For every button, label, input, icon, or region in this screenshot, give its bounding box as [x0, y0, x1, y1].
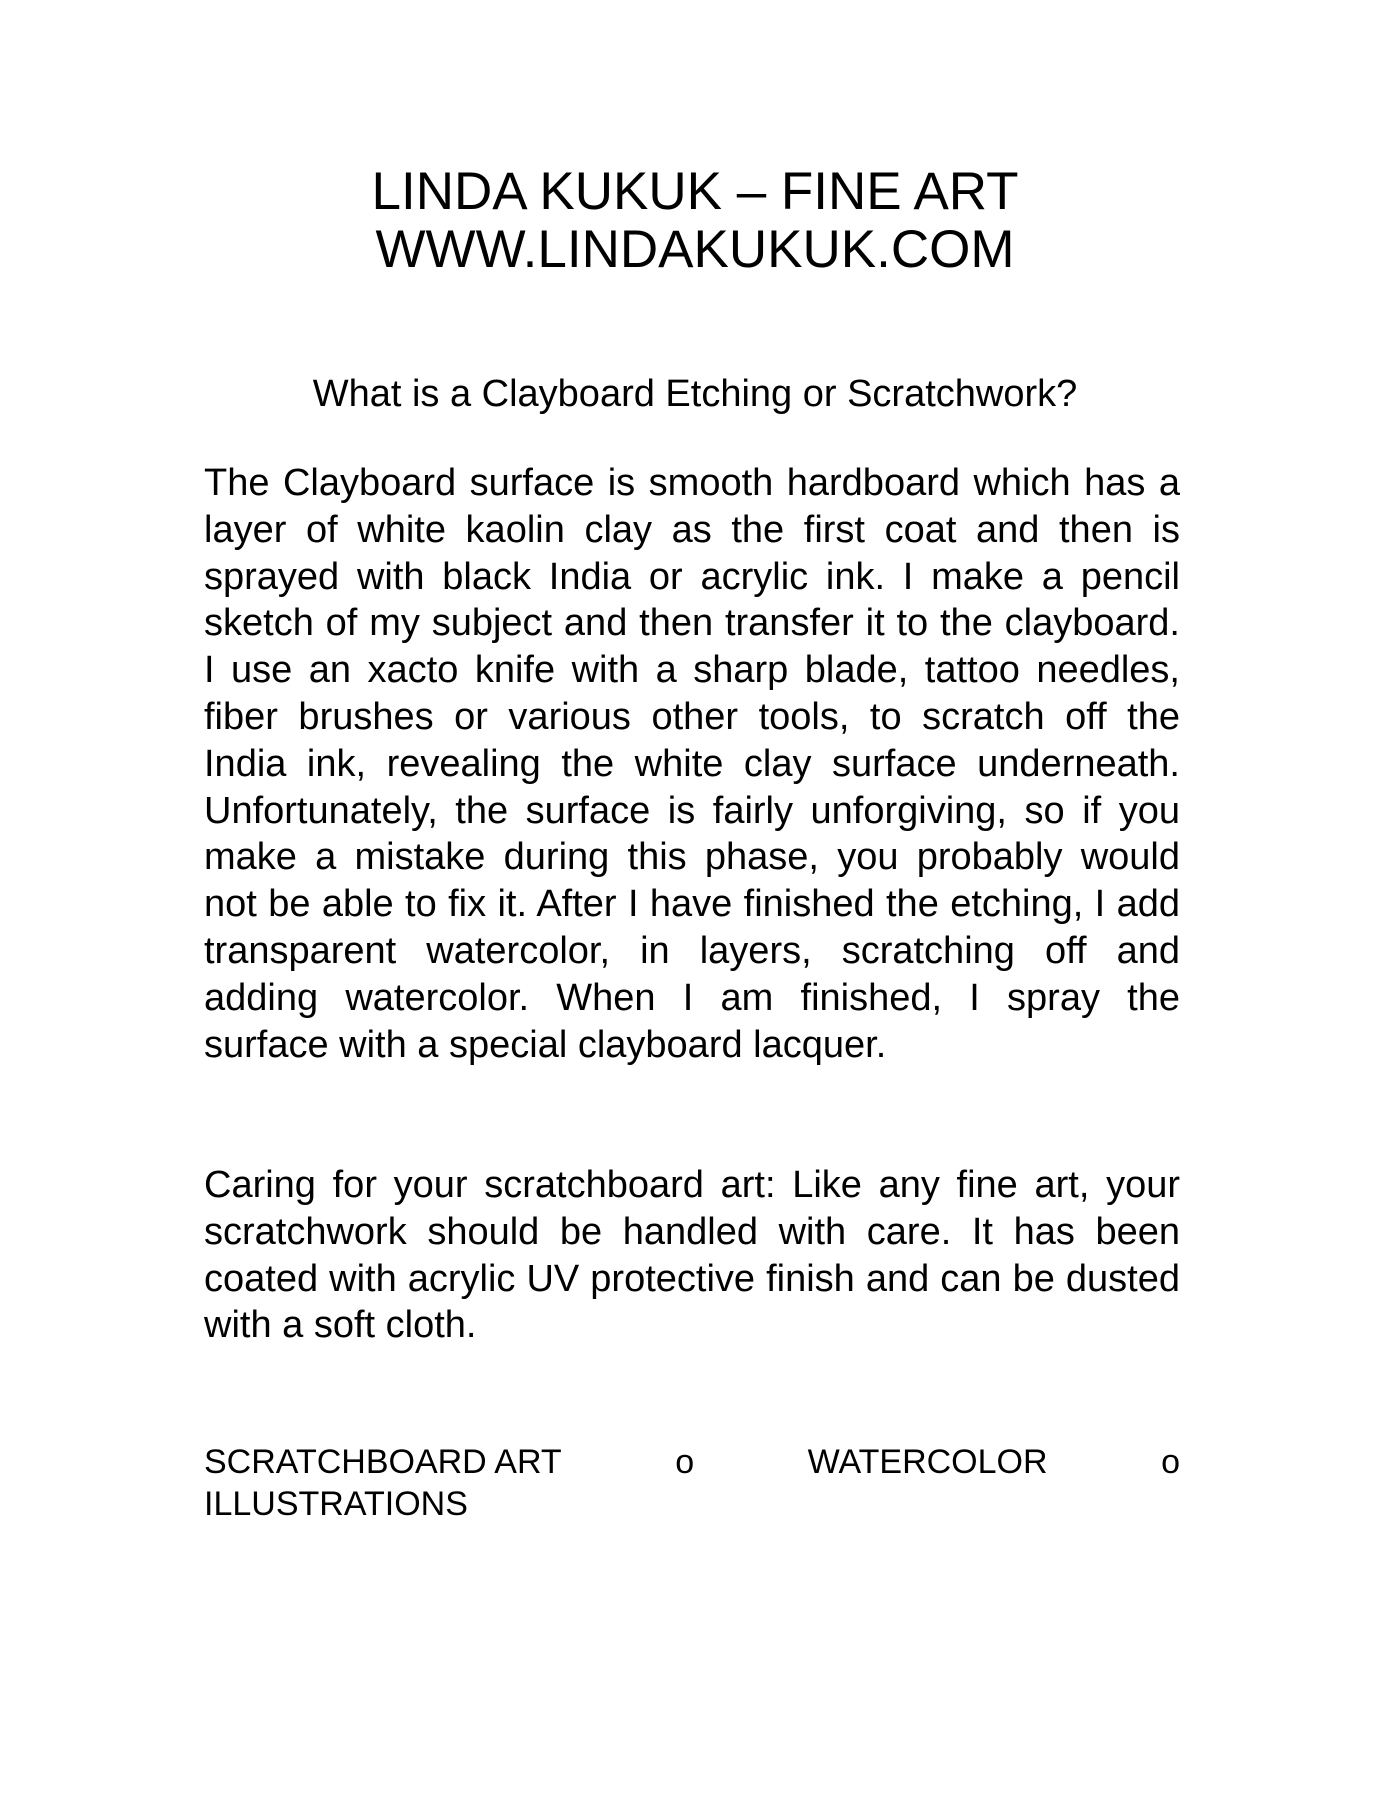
section-heading: What is a Clayboard Etching or Scratchwork? [312, 373, 1078, 415]
letterhead [0, 163, 1390, 279]
footer-item-watercolor: WATERCOLOR [807, 1443, 1048, 1481]
footer-item-scratchboard-art: SCRATCHBOARD ART [204, 1443, 562, 1481]
care-instructions-paragraph: Caring for your scratchboard art: Like any fine art, your scratchwork should be handled with care. It has been coated with acrylic UV protective finish and can be dusted with a soft cloth. [204, 1164, 1180, 1347]
clayboard-description-paragraph: The Clayboard surface is smooth hardboard which has a layer of white kaolin clay as the first coat and then is sprayed with black India or acrylic ink. I make a pencil sketch of my subject and then transfer it to the clayboard. I use an xacto knife with a sharp blade, tattoo needles, fiber brushes or various other tools, to scratch off the India ink, revealing the white clay surface underneath. Unfortunately, the surface is fairly unforgiving, so if you make a mistake during this phase, you probably would not be able to fix it. After I have finished the etching, I add transparent watercolor, in layers, scratching off and adding watercolor. When I am finished, I spray the surface with a special clayboard lacquer. [204, 462, 1180, 1066]
footer-separator: o [675, 1443, 695, 1481]
services-footer [204, 1441, 1180, 1525]
artist-title: LINDA KUKUK – FINE ART [371, 162, 1019, 221]
footer-item-illustrations: ILLUSTRATIONS [204, 1485, 468, 1523]
footer-separator: o [1161, 1443, 1180, 1481]
footer-row [204, 1441, 1180, 1483]
website-url: WWW.LINDAKUKUK.COM [375, 220, 1015, 279]
